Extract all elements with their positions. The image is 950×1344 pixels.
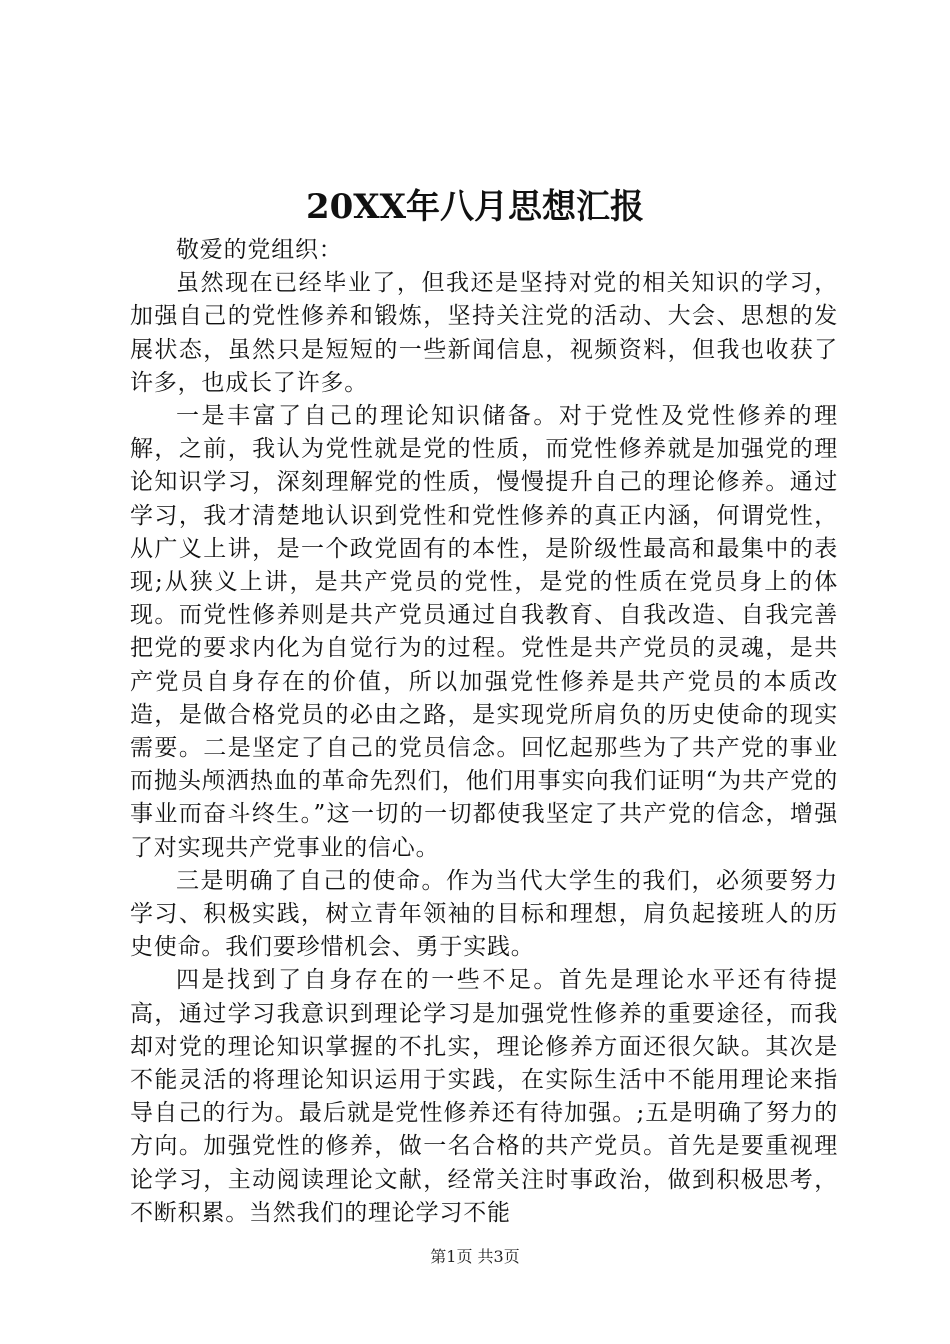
salutation: 敬爱的党组织： xyxy=(176,237,343,263)
paragraph-4: 四是找到了自身存在的一些不足。首先是理论水平还有待提高，通过学习我意识到理论学习是加强党性修养的重要途径，而我却对党的理论知识掌握的不扎实，理论修养方面还很欠缺。其次是不能灵活的将理论知识运用于实践，在实际生活中不能用理论来指导自己的行为。最后就是党性修养还有待加强。;五是明确了努力的方向。加强党性的修养，做一名合格的共产党员。首先是要重视理论学习，主动阅读理论文献，经常关注时事政治，做到积极思考，不断积累。当然我们的理论学习不能 xyxy=(130,967,838,1226)
paragraph-3: 三是明确了自己的使命。作为当代大学生的我们，必须要努力学习、积极实践，树立青年领袖的目标和理想，肩负起接班人的历史使命。我们要珍惜机会、勇于实践。 xyxy=(130,867,838,961)
paragraph-2: 一是丰富了自己的理论知识储备。对于党性及党性修养的理解，之前，我认为党性就是党的性质，而党性修养就是加强党的理论知识学习，深刻理解党的性质，慢慢提升自己的理论修养。通过学习，我才清楚地认识到党性和党性修养的真正内涵，何谓党性，从广义上讲，是一个政党固有的本性，是阶级性最高和最集中的表现;从狭义上讲，是共产党员的党性，是党的性质在党员身上的体现。而党性修养则是共产党员通过自我教育、自我改造、自我完善把党的要求内化为自觉行为的过程。党性是共产党员的灵魂，是共产党员自身存在的价值，所以加强党性修养是共产党员的本质改造，是做合格党员的必由之路，是实现党所肩负的历史使命的现实需要。二是坚定了自己的党员信念。回忆起那些为了共产党的事业而抛头颅洒热血的革命先烈们，他们用事实向我们证明“为共产党的事业而奋斗终生。”这一切的一切都使我坚定了共产党的信念，增强了对实现共产党事业的信心。 xyxy=(130,403,838,861)
document-title: 20XX年八月思想汇报 xyxy=(305,187,645,227)
page-footer: 第1页 共3页 xyxy=(430,1247,520,1266)
paragraph-1: 虽然现在已经毕业了，但我还是坚持对党的相关知识的学习，加强自己的党性修养和锻炼，坚持关注党的活动、大会、思想的发展状态，虽然只是短短的一些新闻信息，视频资料，但我也收获了许多，也成长了许多。 xyxy=(130,270,838,396)
document-body xyxy=(130,234,838,1230)
